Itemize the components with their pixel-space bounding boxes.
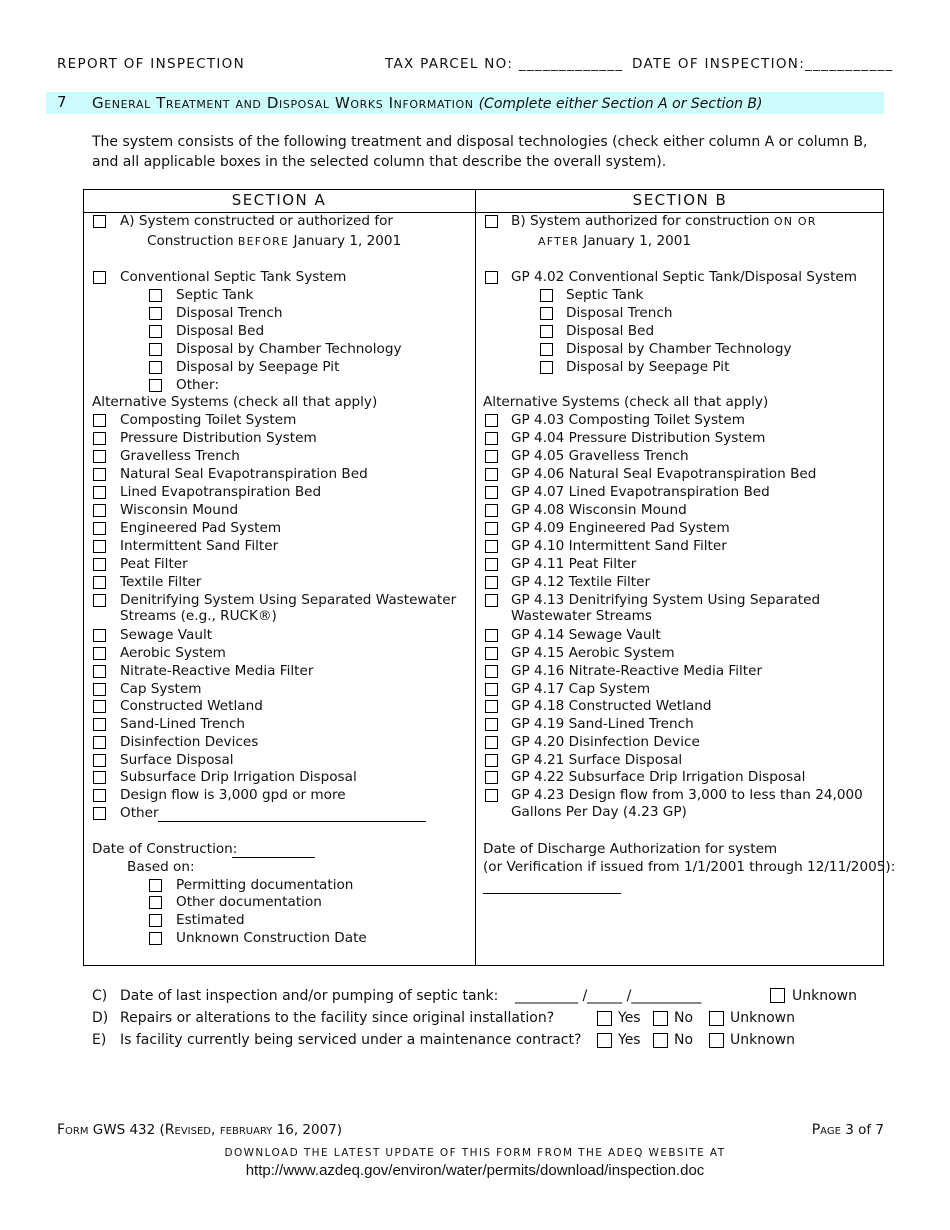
a-alt-item-label: Disinfection Devices [120,734,259,750]
section-number: 7 [57,93,67,111]
question-e-unknown-label: Unknown [730,1032,795,1048]
discharge-date-line[interactable] [483,893,621,894]
a-alt-item-checkbox[interactable] [93,486,106,499]
question-e-no-checkbox[interactable] [653,1033,668,1048]
b-alt-item-checkbox[interactable] [485,576,498,589]
basis-item-label: Other documentation [176,894,322,910]
design-flow-b-cont: Gallons Per Day (4.23 GP) [511,804,687,820]
a-alt-item-checkbox[interactable] [93,576,106,589]
conventional-a-checkbox[interactable] [93,271,106,284]
b-alt-item-label: GP 4.20 Disinfection Device [511,734,700,750]
section-a-date-pre: Construction [147,233,238,249]
question-d-no-checkbox[interactable] [653,1011,668,1026]
b-alt-item-label: GP 4.19 Sand-Lined Trench [511,716,694,732]
a-alt-item-label: Intermittent Sand Filter [120,538,279,554]
a-alt-item-checkbox[interactable] [93,665,106,678]
a-alt-item-checkbox[interactable] [93,736,106,749]
a-alt-item-checkbox[interactable] [93,700,106,713]
conventional-b-checkbox[interactable] [485,271,498,284]
b-sub-item-checkbox[interactable] [540,307,553,320]
b-alt-item-checkbox[interactable] [485,432,498,445]
b-alt-item-checkbox[interactable] [485,594,498,607]
tax-parcel-field[interactable]: TAX PARCEL NO: _____________ [385,56,624,72]
basis-item-checkbox[interactable] [149,896,162,909]
section-intro: The system consists of the following treatment and disposal technologies (check either column A or column B, and all applicable boxes in the selected column that describe the overall system). [92,134,868,170]
a-alt-item-checkbox[interactable] [93,414,106,427]
a-sub-item-checkbox[interactable] [149,289,162,302]
a-alt-item-label: Wisconsin Mound [120,502,239,518]
b-sub-item-checkbox[interactable] [540,289,553,302]
question-d-no-label: No [674,1010,694,1026]
a-alt-item-checkbox[interactable] [93,594,106,607]
b-alt-item-checkbox[interactable] [485,771,498,784]
question-e-unknown-checkbox[interactable] [709,1033,724,1048]
a-alt-item-label: Subsurface Drip Irrigation Disposal [120,769,357,785]
b-alt-item-label: GP 4.13 Denitrifying System Using Separated [511,592,821,608]
form-date: 16, 2007) [272,1122,343,1138]
a-alt-item-checkbox[interactable] [93,789,106,802]
question-d-label: D) [92,1010,109,1026]
a-alt-item-label: Surface Disposal [120,752,234,768]
a-alt-item-checkbox[interactable] [93,432,106,445]
a-sub-item-checkbox[interactable] [149,325,162,338]
basis-item-label: Unknown Construction Date [176,930,367,946]
b-alt-item-checkbox[interactable] [485,504,498,517]
question-d-unknown-label: Unknown [730,1010,795,1026]
b-alt-item-checkbox[interactable] [485,718,498,731]
date-of-inspection-field[interactable]: DATE OF INSPECTION:___________ [632,56,894,72]
b-sub-item-label: Septic Tank [566,287,644,303]
a-sub-item-label: Disposal Bed [176,323,265,339]
b-alt-item-label: GP 4.10 Intermittent Sand Filter [511,538,727,554]
a-alt-item-label: Sand-Lined Trench [120,716,246,732]
a-alt-item-label: Cap System [120,681,202,697]
denitrify-a-cont: Streams (e.g., RUCK®) [120,608,277,624]
question-c-date-blanks[interactable]: _________ /_____ /__________ [515,988,702,1004]
section-a-checkbox[interactable] [93,215,106,228]
b-alt-item-checkbox[interactable] [485,486,498,499]
section-b-option [511,213,817,230]
b-alt-item-label: GP 4.16 Nitrate-Reactive Media Filter [511,663,763,679]
a-alt-item-checkbox[interactable] [93,683,106,696]
form-revised: Revised, february [164,1122,273,1138]
b-alt-item-label: GP 4.08 Wisconsin Mound [511,502,687,518]
a-alt-item-label: Design flow is 3,000 gpd or more [120,787,346,803]
a-alt-item-label: Composting Toilet System [120,412,297,428]
question-d-yes-label: Yes [618,1010,641,1026]
basis-item-checkbox[interactable] [149,879,162,892]
a-sub-item-checkbox[interactable] [149,379,162,392]
b-alt-item-label: GP 4.18 Constructed Wetland [511,698,712,714]
question-e-yes-label: Yes [618,1032,641,1048]
b-sub-item-label: Disposal by Seepage Pit [566,359,730,375]
date-construction-label: Date of Construction: [92,841,238,857]
a-alt-item-label: Other [120,805,159,821]
a-sub-item-label: Disposal by Chamber Technology [176,341,402,357]
b-sub-item-label: Disposal Bed [566,323,655,339]
section-title-text: General Treatment and Disposal Works Information [92,94,474,112]
section-title-note: (Complete either Section A or Section B) [478,96,763,112]
b-alt-item-checkbox[interactable] [485,683,498,696]
a-alt-item-checkbox[interactable] [93,718,106,731]
a-sub-item-label: Other: [176,377,219,393]
a-alt-item-label: Constructed Wetland [120,698,263,714]
section-a-option-date [147,233,401,250]
a-alt-item-label: Natural Seal Evapotranspiration Bed [120,466,368,482]
alt-b-heading: Alternative Systems (check all that apply) [483,394,769,410]
question-c-unknown-label: Unknown [792,988,857,1004]
question-c-text: Date of last inspection and/or pumping of septic tank: [120,988,499,1004]
question-e-text: Is facility currently being serviced under a maintenance contract? [120,1032,582,1048]
based-on-label: Based on: [127,859,195,875]
report-title: REPORT OF INSPECTION [57,56,245,72]
a-sub-item-checkbox[interactable] [149,361,162,374]
a-alt-item-label: Sewage Vault [120,627,213,643]
section-b-checkbox[interactable] [485,215,498,228]
form-id [57,1122,342,1138]
a-alt-item-checkbox[interactable] [93,468,106,481]
form-label: Form [57,1122,89,1138]
discharge-label-2: (or Verification if issued from 1/1/2001 through 12/11/2005): [483,859,896,875]
b-alt-item-label: GP 4.07 Lined Evapotranspiration Bed [511,484,770,500]
question-e-label: E) [92,1032,107,1048]
section-b-date-post: January 1, 2001 [578,233,692,249]
b-alt-item-label: GP 4.22 Subsurface Drip Irrigation Disposal [511,769,806,785]
section-a-heading: SECTION A [231,191,327,209]
b-alt-item-label: GP 4.05 Gravelless Trench [511,448,689,464]
a-sub-item-checkbox[interactable] [149,307,162,320]
a-alt-item-label: Textile Filter [120,574,202,590]
section-b-heading: SECTION B [632,191,728,209]
b-alt-item-checkbox[interactable] [485,754,498,767]
a-alt-item-checkbox[interactable] [93,754,106,767]
a-alt-item-checkbox[interactable] [93,450,106,463]
page-count: 3 of 7 [840,1122,884,1138]
section-b-option-pre: B) System authorized for construction [511,213,774,229]
section-a-date-post: January 1, 2001 [289,233,402,249]
conventional-a-label: Conventional Septic Tank System [120,269,347,285]
b-sub-item-checkbox[interactable] [540,325,553,338]
discharge-label: Date of Discharge Authorization for system [483,841,778,857]
b-alt-item-checkbox[interactable] [485,414,498,427]
basis-item-checkbox[interactable] [149,914,162,927]
denitrify-b-cont: Wastewater Streams [511,608,652,624]
b-alt-item-label: GP 4.21 Surface Disposal [511,752,683,768]
question-e-yes-checkbox[interactable] [597,1033,612,1048]
basis-item-label: Estimated [176,912,245,928]
section-title [92,94,762,112]
b-sub-item-label: Disposal by Chamber Technology [566,341,792,357]
a-alt-item-label: Peat Filter [120,556,188,572]
a-sub-item-label: Septic Tank [176,287,254,303]
basis-item-label: Permitting documentation [176,877,354,893]
a-alt-item-checkbox[interactable] [93,522,106,535]
a-sub-item-label: Disposal Trench [176,305,283,321]
b-alt-item-checkbox[interactable] [485,736,498,749]
b-alt-item-checkbox[interactable] [485,665,498,678]
b-sub-item-checkbox[interactable] [540,343,553,356]
a-alt-item-label: Pressure Distribution System [120,430,317,446]
b-sub-item-checkbox[interactable] [540,361,553,374]
b-alt-item-label: GP 4.04 Pressure Distribution System [511,430,766,446]
a-alt-item-label: Aerobic System [120,645,226,661]
b-alt-item-label: GP 4.14 Sewage Vault [511,627,661,643]
download-notice: DOWNLOAD THE LATEST UPDATE OF THIS FORM FROM THE ADEQ WEBSITE AT [224,1147,726,1159]
question-c-label: C) [92,988,108,1004]
a-alt-item-checkbox[interactable] [93,629,106,642]
b-alt-item-checkbox[interactable] [485,468,498,481]
question-c-unknown-checkbox[interactable] [770,988,785,1003]
a-sub-item-label: Disposal by Seepage Pit [176,359,340,375]
a-alt-item-checkbox[interactable] [93,540,106,553]
b-alt-item-checkbox[interactable] [485,540,498,553]
a-alt-item-label: Engineered Pad System [120,520,282,536]
b-alt-item-checkbox[interactable] [485,558,498,571]
b-alt-item-label: GP 4.12 Textile Filter [511,574,651,590]
a-alt-item-label: Gravelless Trench [120,448,240,464]
b-sub-item-label: Disposal Trench [566,305,673,321]
a-alt-item-label: Lined Evapotranspiration Bed [120,484,322,500]
section-a-option: A) System constructed or authorized for [120,213,394,229]
a-alt-item-checkbox[interactable] [93,504,106,517]
b-alt-item-label: GP 4.23 Design flow from 3,000 to less than 24,000 [511,787,863,803]
page-number [812,1122,884,1138]
question-d-yes-checkbox[interactable] [597,1011,612,1026]
a-sub-item-checkbox[interactable] [149,343,162,356]
a-alt-item-label: Nitrate-Reactive Media Filter [120,663,314,679]
b-alt-item-checkbox[interactable] [485,450,498,463]
date-construction-line[interactable] [232,857,315,858]
question-d-unknown-checkbox[interactable] [709,1011,724,1026]
question-e-no-label: No [674,1032,694,1048]
b-alt-item-checkbox[interactable] [485,647,498,660]
section-a-before: BEFORE [237,235,290,248]
page-label: Page [811,1122,841,1138]
b-alt-item-label: GP 4.09 Engineered Pad System [511,520,730,536]
b-alt-item-label: GP 4.11 Peat Filter [511,556,637,572]
b-alt-item-label: GP 4.17 Cap System [511,681,651,697]
b-alt-item-checkbox[interactable] [485,789,498,802]
a-alt-item-checkbox[interactable] [93,647,106,660]
a-alt-item-checkbox[interactable] [93,558,106,571]
question-d-text: Repairs or alterations to the facility since original installation? [120,1010,555,1026]
other-a-line[interactable] [158,821,426,822]
basis-item-checkbox[interactable] [149,932,162,945]
alt-a-heading: Alternative Systems (check all that apply) [92,394,378,410]
b-alt-item-label: GP 4.03 Composting Toilet System [511,412,745,428]
b-alt-item-label: GP 4.06 Natural Seal Evapotranspiration Bed [511,466,817,482]
conventional-b-label: GP 4.02 Conventional Septic Tank/Disposal System [511,269,858,285]
section-b-after: AFTER [538,235,579,248]
b-alt-item-checkbox[interactable] [485,522,498,535]
form-number: GWS 432 ( [88,1122,165,1138]
a-alt-item-checkbox[interactable] [93,771,106,784]
section-b-option-date [538,233,691,250]
b-alt-item-checkbox[interactable] [485,700,498,713]
b-alt-item-label: GP 4.15 Aerobic System [511,645,675,661]
b-alt-item-checkbox[interactable] [485,629,498,642]
a-alt-item-label: Denitrifying System Using Separated Wastewater [120,592,457,608]
download-link[interactable]: http://www.azdeq.gov/environ/water/permits/download/inspection.doc [245,1162,705,1179]
a-alt-item-checkbox[interactable] [93,807,106,820]
section-b-on-or: ON OR [773,215,817,228]
